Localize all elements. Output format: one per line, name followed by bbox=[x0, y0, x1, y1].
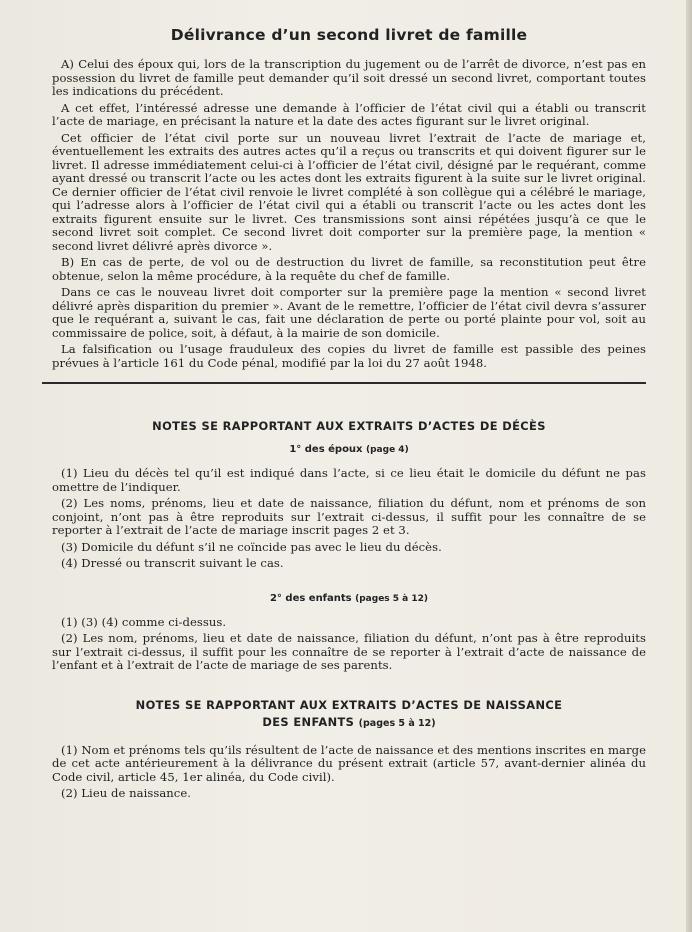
document-content bbox=[52, 26, 646, 804]
deces-enfants-heading-page: (pages 5 à 12) bbox=[355, 593, 429, 604]
paragraph-loss-theft: B) En cas de perte, de vol ou de destruction du livret de famille, sa reconstitution peut être obtenue, selon la même procédure, à la requête du chef de famille. bbox=[52, 255, 646, 283]
section-divider bbox=[42, 382, 646, 384]
deces-section-heading: NOTES SE RAPPORTANT AUX EXTRAITS D’ACTES DE DÉCÈS bbox=[152, 419, 546, 433]
paragraph-officer-procedure: Cet officier de l’état civil porte sur un nouveau livret l’extrait de l’acte de mariage et, éventuellement les extraits des autres actes qu’il a reçus ou transcrits et qui doivent figurer sur le livret. Il adresse immédiatement celui-ci à l’officier de l’état civil, désigné par le requérant, comme ayant dressé ou transcrit l’acte ou les actes dont les extraits figurent à la suite sur le livret original. Ce dernier officier de l’état civil renvoie le livret complété à son collègue qui a célébré le mariage, qui l’adresse alors à l’officier de l’état civil qui a établi ou transcrit l’acte ou les actes dont les extraits figurent ensuite sur le livret. Ces transmissions sont ainsi répétées jusqu’à ce que le second livret soit complet. Ce second livret doit comporter sur la première page, la mention « second livret délivré après divorce ». bbox=[52, 130, 646, 253]
naissance-heading-line1: NOTES SE RAPPORTANT AUX EXTRAITS D’ACTES DE NAISSANCE bbox=[135, 697, 563, 712]
deces-epoux-heading-page: (page 4) bbox=[366, 445, 409, 455]
deces-enfants-heading-num: 2° des enfants bbox=[269, 592, 352, 604]
deces-epoux-note-4: (4) Dressé ou transcrit suivant le cas. bbox=[61, 556, 284, 570]
deces-epoux-heading-num: 1° des époux bbox=[289, 444, 363, 455]
naissance-heading-children: DES ENFANTS bbox=[262, 714, 355, 729]
deces-epoux-heading bbox=[52, 444, 646, 455]
page-title: Délivrance d’un second livret de famille bbox=[170, 26, 528, 44]
deces-epoux-note-3: (3) Domicile du défunt s’il ne coïncide pas avec le lieu du décès. bbox=[61, 539, 442, 554]
paragraph-new-booklet-mention: Dans ce cas le nouveau livret doit comporter sur la première page la mention « second livret délivré après disparition du premier ». Avant de le remettre, l’officier de l’état civil devra s’assurer que le requérant a, suivant le cas, fait une déclaration de perte ou porté plainte pour vol, soit au commissaire de police, soit, à défaut, à la mairie de son domicile. bbox=[52, 285, 646, 340]
paragraph-divorce-request: A) Celui des époux qui, lors de la transcription du jugement ou de l’arrêt de divorce, n’est pas en possession du livret de famille peut demander qu’il soit dressé un second livret, comportant toutes les indications du précédent. bbox=[52, 57, 646, 98]
deces-enfants-note-1: (1) (3) (4) comme ci-dessus. bbox=[61, 614, 227, 629]
deces-epoux-note-1: (1) Lieu du décès tel qu’il est indiqué dans l’acte, si ce lieu était le domicile du défunt ne pas omettre de l’indiquer. bbox=[52, 466, 646, 494]
naissance-heading-pages: (pages 5 à 12) bbox=[358, 717, 436, 729]
paragraph-falsification: La falsification ou l’usage frauduleux des copies du livret de famille est passible des peines prévues à l’article 161 du Code pénal, modifié par la loi du 27 août 1948. bbox=[52, 342, 646, 370]
paragraph-request-procedure: A cet effet, l’intéressé adresse une demande à l’officier de l’état civil qui a établi ou transcrit l’acte de mariage, en précisant la nature et la date des actes figurant sur le livret original. bbox=[52, 100, 646, 128]
naissance-note-2: (2) Lieu de naissance. bbox=[61, 786, 192, 800]
naissance-note-1: (1) Nom et prénoms tels qu’ils résultent de l’acte de naissance et des mentions inscrites en marge de cet acte antérieurement à la délivrance du présent extrait (article 57, avant-dernier alinéa du Code civil, article 45, 1er alinéa, du Code civil). bbox=[52, 742, 646, 784]
naissance-heading-line2 bbox=[52, 714, 646, 732]
deces-enfants-heading bbox=[52, 593, 646, 604]
deces-enfants-note-2: (2) Les nom, prénoms, lieu et date de naissance, filiation du défunt, n’ont pas à être reproduits sur l’extrait ci-dessus, il suffit pour les connaître de se reporter à l’extrait d’acte de naissance de l’enfant et à l’extrait de l’acte de mariage de ses parents. bbox=[52, 631, 646, 672]
page-edge bbox=[686, 0, 692, 932]
naissance-section-heading bbox=[52, 697, 646, 732]
deces-epoux-note-2: (2) Les noms, prénoms, lieu et date de naissance, filiation du défunt, nom et prénoms de son conjoint, n’ont pas à être reproduits sur l’extrait ci-dessus, il suffit pour les connaître de se reporter à l’extrait de l’acte de mariage inscrit pages 2 et 3. bbox=[52, 496, 646, 537]
